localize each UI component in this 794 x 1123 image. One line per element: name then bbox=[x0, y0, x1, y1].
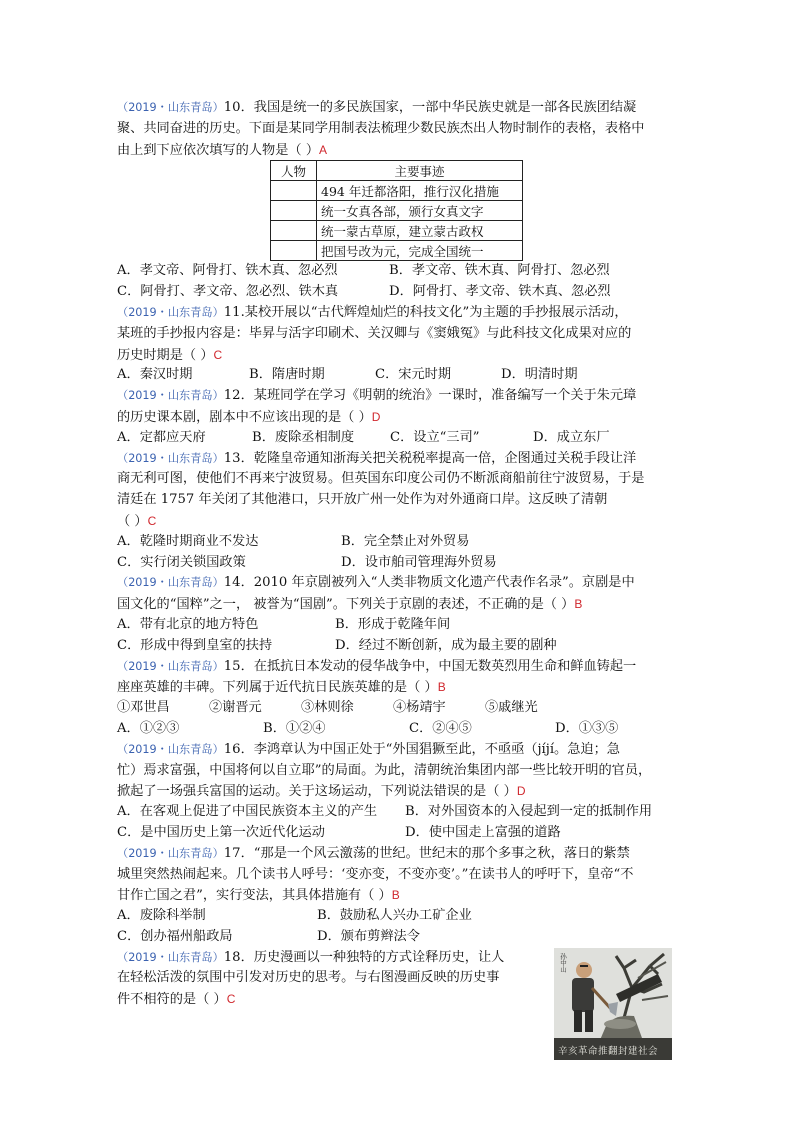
option-d: D．使中国走上富强的道路 bbox=[405, 824, 561, 840]
stem-text: 10．我国是统一的多民族国家，一部中华民族史就是一部各民族团结凝 bbox=[223, 100, 637, 115]
question-line bbox=[117, 844, 677, 865]
option-d: D．①③⑤ bbox=[555, 720, 619, 736]
option-c: C．阿骨打、孝文帝、忽必烈、铁木真 bbox=[117, 284, 339, 300]
table-row bbox=[271, 241, 523, 261]
question-line bbox=[117, 449, 677, 470]
stem-text: 甘作亡国之君”，实行变法，其具体措施有（ ） bbox=[117, 888, 392, 904]
options-row bbox=[117, 428, 677, 449]
stem-text: 由上到下应依次填写的人物是（ ） bbox=[117, 142, 320, 158]
question-line bbox=[117, 740, 677, 761]
source-tag: （2019・山东青岛） bbox=[117, 305, 224, 319]
option-a: A．①②③ bbox=[117, 720, 180, 736]
cartoon-name-tag: 孙中山 bbox=[559, 952, 567, 973]
stem-text: 14．2010 年京剧被列入“人类非物质文化遗产代表作名录”。京剧是中 bbox=[223, 575, 635, 591]
question-line bbox=[117, 140, 677, 161]
option-b: B．①②④ bbox=[263, 720, 326, 736]
question-15 bbox=[117, 657, 677, 740]
stem-text: 国文化的“国粹”之一， 被誉为“国剧”。下列关于京剧的表述，不正确的是（ ） bbox=[117, 597, 575, 613]
option-b: B．鼓励私人兴办工矿企业 bbox=[317, 908, 472, 924]
option-c: C．形成中得到皇室的扶持 bbox=[117, 637, 273, 653]
table-cell: 494 年迁都洛阳，推行汉化措施 bbox=[317, 181, 523, 201]
table-cell: 把国号改为元，完成全国统一 bbox=[317, 241, 523, 261]
question-11 bbox=[117, 303, 677, 386]
stem-text: 座座英雄的丰碑。下列属于近代抗日民族英雄的是（ ） bbox=[117, 680, 438, 696]
stem-text: 聚、共同奋进的历史。下面是某同学用制表法梳理少数民族杰出人物时制作的表格，表格中 bbox=[117, 120, 645, 136]
option-d: D．阿骨打、孝文帝、铁木真、忽必烈 bbox=[389, 284, 611, 300]
item-3: ③林则徐 bbox=[301, 700, 354, 716]
table-header-row bbox=[271, 161, 523, 181]
stem-text: 忙）焉求富强，中国将何以自立耶”的局面。为此，清朝统治集团内部一些比较开明的官员， bbox=[117, 762, 652, 778]
table-row bbox=[271, 221, 523, 241]
stem-text: 15．在抵抗日本发动的侵华战争中，中国无数英烈用生命和鲜血铸起一 bbox=[223, 658, 637, 674]
stem-text: 16．李鸿章认为中国正处于“外国猖獗至此，不亟亟（jíjí。急迫；急 bbox=[223, 741, 620, 757]
table-cell: 统一女真各部，颁行女真文字 bbox=[317, 201, 523, 221]
stem-text: 的历史课本剧，剧本中不应该出现的是（ ） bbox=[117, 409, 372, 425]
items-row bbox=[117, 698, 677, 719]
options-row bbox=[117, 365, 677, 386]
question-14 bbox=[117, 573, 677, 656]
question-line bbox=[117, 386, 677, 407]
stem-text: 城里突然热闹起来。几个读书人呼号：‘变亦变，不变亦变’。”在读书人的呼吁下，皇帝“不 bbox=[117, 866, 634, 882]
table-cell: 统一蒙古草原，建立蒙古政权 bbox=[317, 221, 523, 241]
source-tag: （2019・山东青岛） bbox=[117, 576, 224, 590]
option-a: A．废除科举制 bbox=[117, 908, 206, 924]
option-b: B．孝文帝、铁木真、阿骨打、忽必烈 bbox=[389, 263, 610, 279]
source-tag: （2019・山东青岛） bbox=[117, 451, 224, 465]
item-1: ①邓世昌 bbox=[117, 700, 170, 716]
option-a: A．孝文帝、阿骨打、铁木真、忽必烈 bbox=[117, 263, 338, 279]
question-line bbox=[117, 119, 677, 140]
stem-text: 历史时期是（ ） bbox=[117, 347, 214, 363]
table-cell-blank bbox=[271, 201, 317, 221]
question-line bbox=[117, 865, 677, 886]
question-page bbox=[117, 98, 677, 1057]
question-16 bbox=[117, 740, 677, 844]
question-line bbox=[117, 573, 677, 594]
question-line bbox=[117, 781, 677, 802]
question-line bbox=[117, 657, 677, 678]
answer-key: B bbox=[391, 888, 400, 903]
option-b: B．形成于乾隆年间 bbox=[335, 616, 451, 632]
question-13 bbox=[117, 449, 677, 574]
question-line bbox=[117, 324, 677, 345]
stem-text: 掀起了一场强兵富国的运动。关于这场运动，下列说法错误的是（ ） bbox=[117, 784, 517, 800]
option-b: B．对外国资本的入侵起到一定的抵制作用 bbox=[405, 804, 653, 820]
item-2: ②谢晋元 bbox=[209, 700, 262, 716]
answer-key: C bbox=[213, 347, 223, 362]
question-line bbox=[117, 677, 677, 698]
question-line bbox=[117, 761, 677, 782]
history-cartoon bbox=[554, 948, 672, 1060]
stem-text: （ ） bbox=[117, 513, 148, 529]
option-c: C．设立“三司” bbox=[390, 429, 480, 445]
stem-text: 清廷在 1757 年关闭了其他港口，只开放广州一处作为对外通商口岸。这反映了清朝 bbox=[117, 492, 608, 508]
table-cell-blank bbox=[271, 241, 317, 261]
options-row bbox=[117, 802, 677, 823]
option-d: D．设市舶司管理海外贸易 bbox=[341, 554, 497, 570]
option-c: C．实行闭关锁国政策 bbox=[117, 554, 246, 570]
answer-key: B bbox=[437, 680, 446, 695]
options-row bbox=[117, 636, 677, 657]
answer-key: A bbox=[319, 142, 328, 157]
option-a: A．带有北京的地方特色 bbox=[117, 616, 259, 632]
question-line bbox=[117, 469, 677, 490]
option-c: C．创办福州船政局 bbox=[117, 928, 233, 944]
option-d: D．成立东厂 bbox=[533, 429, 610, 445]
options-row bbox=[117, 282, 677, 303]
option-d: D．经过不断创新，成为最主要的剧种 bbox=[335, 637, 557, 653]
option-b: B．隋唐时期 bbox=[249, 367, 325, 383]
question-10 bbox=[117, 98, 677, 303]
options-row bbox=[117, 261, 677, 282]
option-d: D．明清时期 bbox=[501, 367, 578, 383]
options-row bbox=[117, 927, 677, 948]
item-4: ④杨靖宇 bbox=[393, 700, 446, 716]
options-row bbox=[117, 532, 677, 553]
option-c: C．宋元时期 bbox=[375, 367, 452, 383]
source-tag: （2019・山东青岛） bbox=[117, 389, 224, 403]
question-line bbox=[117, 511, 677, 532]
question-18 bbox=[117, 948, 677, 1057]
options-row bbox=[117, 719, 677, 740]
table-header-cell: 人物 bbox=[271, 161, 317, 181]
item-5: ⑤戚继光 bbox=[485, 700, 538, 716]
source-tag: （2019・山东青岛） bbox=[117, 950, 224, 964]
source-tag: （2019・山东青岛） bbox=[117, 659, 224, 673]
answer-key: D bbox=[516, 784, 526, 799]
source-tag: （2019・山东青岛） bbox=[117, 846, 224, 860]
option-c: C．是中国历史上第一次近代化运动 bbox=[117, 824, 325, 840]
question-17 bbox=[117, 844, 677, 948]
options-row bbox=[117, 615, 677, 636]
option-b: B．废除丞相制度 bbox=[252, 429, 355, 445]
question-line bbox=[117, 303, 677, 324]
option-a: A．定都应天府 bbox=[117, 429, 206, 445]
stem-text: 11.某校开展以“古代辉煌灿烂的科技文化”为主题的手抄报展示活动， bbox=[223, 304, 628, 320]
options-row bbox=[117, 553, 677, 574]
question-line bbox=[117, 490, 677, 511]
stem-text: 件不相符的是（ ） bbox=[117, 992, 227, 1008]
answer-key: C bbox=[226, 992, 236, 1007]
answer-key: C bbox=[147, 513, 157, 528]
cartoon-caption: 辛亥革命推翻封建社会 bbox=[558, 1045, 659, 1057]
stem-text: 商无利可图，使他们不再来宁波贸易。但英国东印度公司仍不断派商船前往宁波贸易，于是 bbox=[117, 471, 645, 487]
option-a: A．乾隆时期商业不发达 bbox=[117, 533, 259, 549]
option-a: A．在客观上促进了中国民族资本主义的产生 bbox=[117, 804, 378, 820]
table-row bbox=[271, 181, 523, 201]
table-row bbox=[271, 201, 523, 221]
stem-text: 18．历史漫画以一种独特的方式诠释历史，让人 bbox=[223, 949, 505, 965]
options-row bbox=[117, 823, 677, 844]
option-d: D．颁布剪辫法令 bbox=[317, 928, 420, 944]
option-c: C．②④⑤ bbox=[409, 720, 472, 736]
table-header-cell: 主要事迹 bbox=[317, 161, 523, 181]
question-line bbox=[117, 885, 677, 906]
source-tag: （2019・山东青岛） bbox=[117, 101, 224, 114]
question-line bbox=[117, 407, 677, 428]
stem-text: 某班的手抄报内容是：毕昇与活字印刷术、关汉卿与《窦娥冤》与此科技文化成果对应的 bbox=[117, 325, 632, 341]
stem-text: 12．某班同学在学习《明朝的统治》一课时，准备编写一个关于朱元璋 bbox=[223, 388, 637, 404]
stem-text: 17．“那是一个风云激荡的世纪。世纪末的那个多事之秋，落日的紫禁 bbox=[223, 845, 630, 861]
figures-table bbox=[270, 160, 523, 261]
question-line bbox=[117, 594, 677, 615]
table-cell-blank bbox=[271, 181, 317, 201]
answer-key: D bbox=[371, 409, 381, 424]
option-a: A．秦汉时期 bbox=[117, 367, 193, 383]
stem-text: 在轻松活泼的氛围中引发对历史的思考。与右图漫画反映的历史事 bbox=[117, 970, 500, 986]
option-b: B．完全禁止对外贸易 bbox=[341, 533, 470, 549]
table-cell-blank bbox=[271, 221, 317, 241]
stem-text: 13．乾隆皇帝通知浙海关把关税税率提高一倍，企图通过关税手段让洋 bbox=[223, 450, 637, 466]
source-tag: （2019・山东青岛） bbox=[117, 742, 224, 756]
question-line bbox=[117, 98, 677, 119]
answer-key: B bbox=[574, 597, 583, 612]
question-12 bbox=[117, 386, 677, 448]
question-line bbox=[117, 345, 677, 366]
options-row bbox=[117, 906, 677, 927]
